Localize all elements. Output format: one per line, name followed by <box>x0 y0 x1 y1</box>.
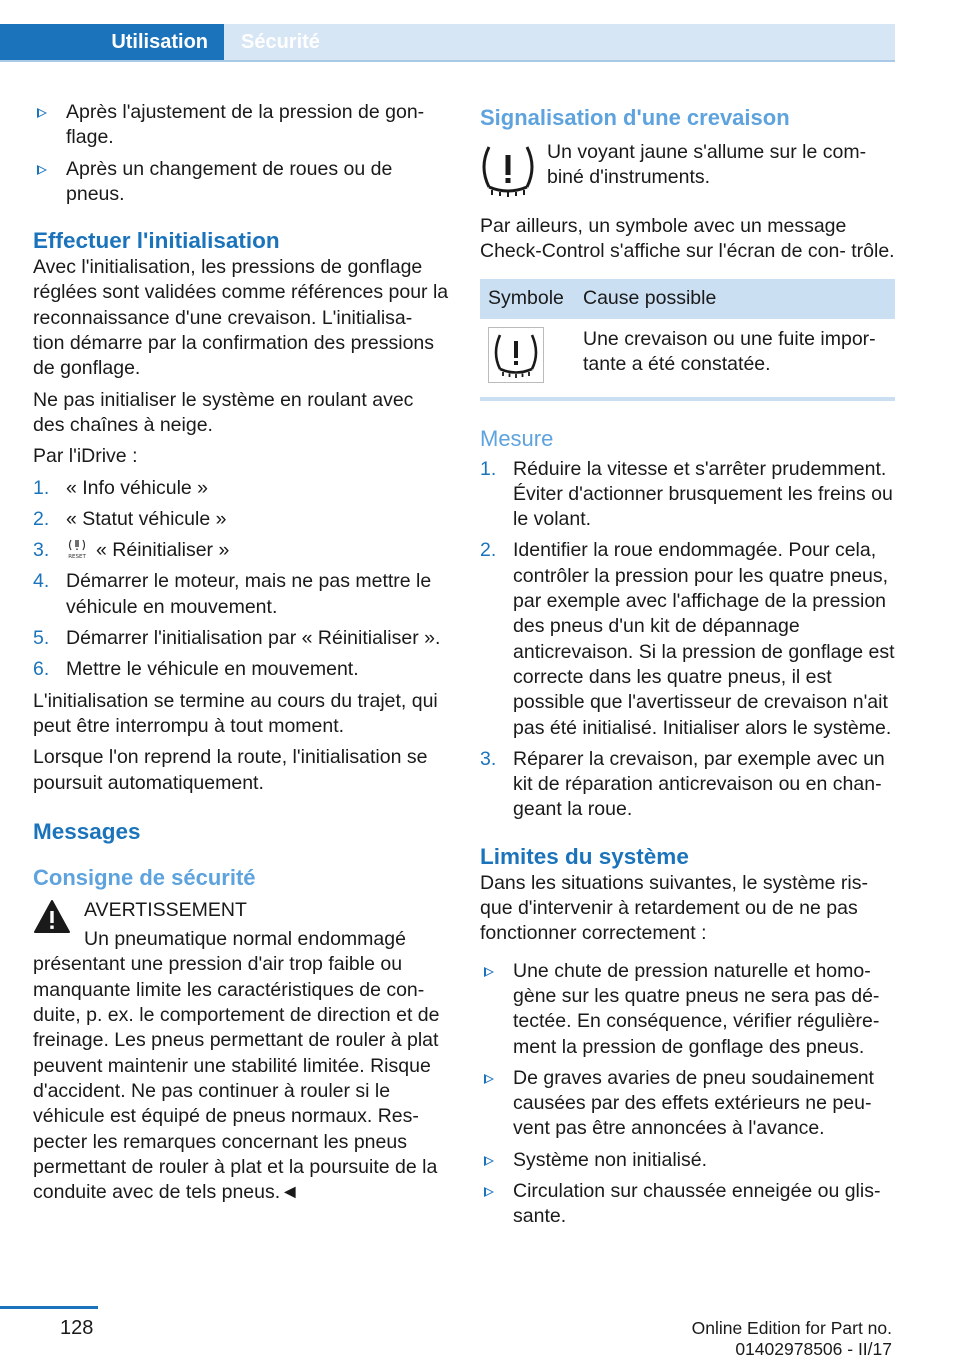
step-text: « Réinitialiser » <box>96 539 230 562</box>
list-item <box>33 476 449 501</box>
step-number: 3. <box>33 539 50 562</box>
tab-utilisation-label: Utilisation <box>111 31 208 53</box>
list-item <box>480 1179 898 1230</box>
list-item <box>33 626 449 651</box>
warning-triangle-icon <box>33 898 71 936</box>
step-text: Démarrer le moteur, mais ne pas mettre le véhicule en mouvement. <box>66 570 432 618</box>
measure-steps <box>480 457 898 823</box>
step-number: 3. <box>480 747 497 770</box>
page-number: 128 <box>60 1317 94 1339</box>
step-text: Réparer la crevaison, par exemple avec un kit de réparation anticrevaison ou en chan‐ geant la roue. <box>513 747 885 821</box>
triangle-bullet-icon <box>484 1156 494 1166</box>
table-header-cause: Cause possible <box>575 279 895 319</box>
step-text: « Info véhicule » <box>66 476 209 499</box>
table-header-symbol: Symbole <box>480 279 575 319</box>
step-text: Réduire la vitesse et s'arrêter prudemment. Éviter d'actionner brusquement les freins ou le volant. <box>513 457 893 531</box>
bullet-text: De graves avaries de pneu soudainement causées par des effets extérieurs ne peu‐ vent pas être annoncées à l'avance. <box>513 1066 874 1140</box>
warning-title: AVERTISSEMENT <box>84 898 247 921</box>
step-number: 5. <box>33 627 50 650</box>
edition-note: Online Edition for Part no. 01402978506 - II/17 <box>691 1318 892 1359</box>
list-item <box>33 157 449 208</box>
triangle-bullet-icon <box>484 1074 494 1084</box>
tab-securite-label: Sécurité <box>241 31 320 53</box>
step-number: 2. <box>33 507 50 530</box>
paragraph: Par ailleurs, un symbole avec un message Check-Control s'affiche sur l'écran de con‐ trôle. <box>480 215 895 263</box>
list-item <box>480 1066 898 1142</box>
step-number: 6. <box>33 658 50 681</box>
bullet-text: Circulation sur chaussée enneigée ou glis‐ sante. <box>513 1180 881 1228</box>
tire-pressure-symbol-icon <box>488 327 544 383</box>
footer-rule <box>0 1306 98 1309</box>
tab-utilisation[interactable] <box>0 24 224 61</box>
paragraph: Avec l'initialisation, les pressions de gonflage réglées sont validées comme références pour la reconnaissance d'une crevaison. L'initialisa‐ tion démarre par la confirmation des pressions de gonflage. <box>33 256 449 380</box>
list-item <box>33 569 449 620</box>
subheading-flat-tire-signal: Signalisation d'une crevaison <box>480 105 790 130</box>
triangle-bullet-icon <box>484 1187 494 1197</box>
left-column <box>33 100 449 1205</box>
subheading-safety: Consigne de sécurité <box>33 864 256 890</box>
list-item <box>480 747 898 823</box>
tire-pressure-warning-icon <box>480 143 536 199</box>
table-row <box>480 319 895 397</box>
table-cell-cause: Une crevaison ou une fuite impor‐ tante a été constatée. <box>583 327 876 375</box>
paragraph: Lorsque l'on reprend la route, l'initialisation se poursuit automatiquement. <box>33 746 428 794</box>
list-item <box>480 1148 898 1173</box>
table-cell-symbol <box>480 319 575 397</box>
paragraph: Dans les situations suivantes, le système ris‐ que d'intervenir à retardement ou de ne pas fonctionner correctement : <box>480 871 868 945</box>
flat-tire-indicator-block <box>480 140 898 200</box>
list-item <box>33 657 449 682</box>
section-heading-messages: Messages <box>33 818 141 844</box>
table-header-row <box>480 279 895 319</box>
paragraph: Par l'iDrive : <box>33 445 138 468</box>
step-number: 2. <box>480 539 497 562</box>
section-heading-initialisation: Effectuer l'initialisation <box>33 228 280 254</box>
tire-reset-icon <box>66 538 88 560</box>
limits-bullet-list <box>480 959 898 1230</box>
step-text: Mettre le véhicule en mouvement. <box>66 658 359 681</box>
warning-text: Un pneumatique normal endommagé présentant une pression d'air trop faible ou manquante limite les caractéristiques de con‐ duite, p. ex. le comportement de direction et de freinage. Les pneus permettant de rouler à plat peuvent maintenir une stabilité limitée. Risque d'accident. Ne pas continuer à rouler si le véhicule est équipé de pneus normaux. Res‐ pecter les remarques concernant les pneus permettant de rouler à plat et la poursuite de la conduite avec de tels pneus.◄ <box>33 928 440 1204</box>
list-item <box>33 507 449 532</box>
step-text: Identifier la roue endommagée. Pour cela, contrôler la pression pour les quatre pneus, par exemple avec l'affichage de la pression des pneus d'un kit de dépannage anticrevaison. Si la pression de gonflage est correcte dans les quatre pneus, il est possible que l'avertisseur de crevaison n'ait pas été initialisé. Initialiser alors le système. <box>513 539 895 739</box>
tab-securite[interactable] <box>224 24 895 61</box>
bullet-text: Système non initialisé. <box>513 1148 708 1171</box>
warning-block <box>33 898 449 1206</box>
table-bottom-rule <box>480 397 895 401</box>
bullet-text: Une chute de pression naturelle et homo‐ gène sur les quatre pneus ne sera pas dé‐ tectée. En conséquence, vérifier régulière‐ ment la pression de gonflage des pneus. <box>513 959 880 1058</box>
section-heading-limits: Limites du système <box>480 843 689 869</box>
step-text: « Statut véhicule » <box>66 507 227 530</box>
step-number: 4. <box>33 570 50 593</box>
header-bar <box>0 0 960 62</box>
list-item <box>480 959 898 1060</box>
svg-text:RESET: RESET <box>68 554 86 561</box>
header-divider <box>0 60 895 62</box>
list-item <box>480 457 898 533</box>
list-item <box>33 100 449 151</box>
bullet-text: Après l'ajustement de la pression de gon‐ flage. <box>66 101 425 149</box>
step-number: 1. <box>480 457 497 480</box>
list-item <box>480 538 898 740</box>
step-text: Démarrer l'initialisation par « Réinitialiser ». <box>66 627 441 650</box>
list-item <box>33 538 449 563</box>
triangle-bullet-icon <box>37 165 47 175</box>
triangle-bullet-icon <box>484 967 494 977</box>
idrive-steps <box>33 476 449 683</box>
bullet-text: Après un changement de roues ou de pneus. <box>66 157 393 205</box>
triangle-bullet-icon <box>37 108 47 118</box>
paragraph: L'initialisation se termine au cours du trajet, qui peut être interrompu à tout moment. <box>33 689 438 737</box>
paragraph: Un voyant jaune s'allume sur le com‐ biné d'instruments. <box>547 141 867 189</box>
right-column <box>480 100 898 1236</box>
top-bullet-list <box>33 100 449 207</box>
step-number: 1. <box>33 476 50 499</box>
symbol-table <box>480 279 895 397</box>
subheading-measure: Mesure <box>480 425 554 451</box>
paragraph: Ne pas initialiser le système en roulant avec des chaînes à neige. <box>33 388 414 436</box>
